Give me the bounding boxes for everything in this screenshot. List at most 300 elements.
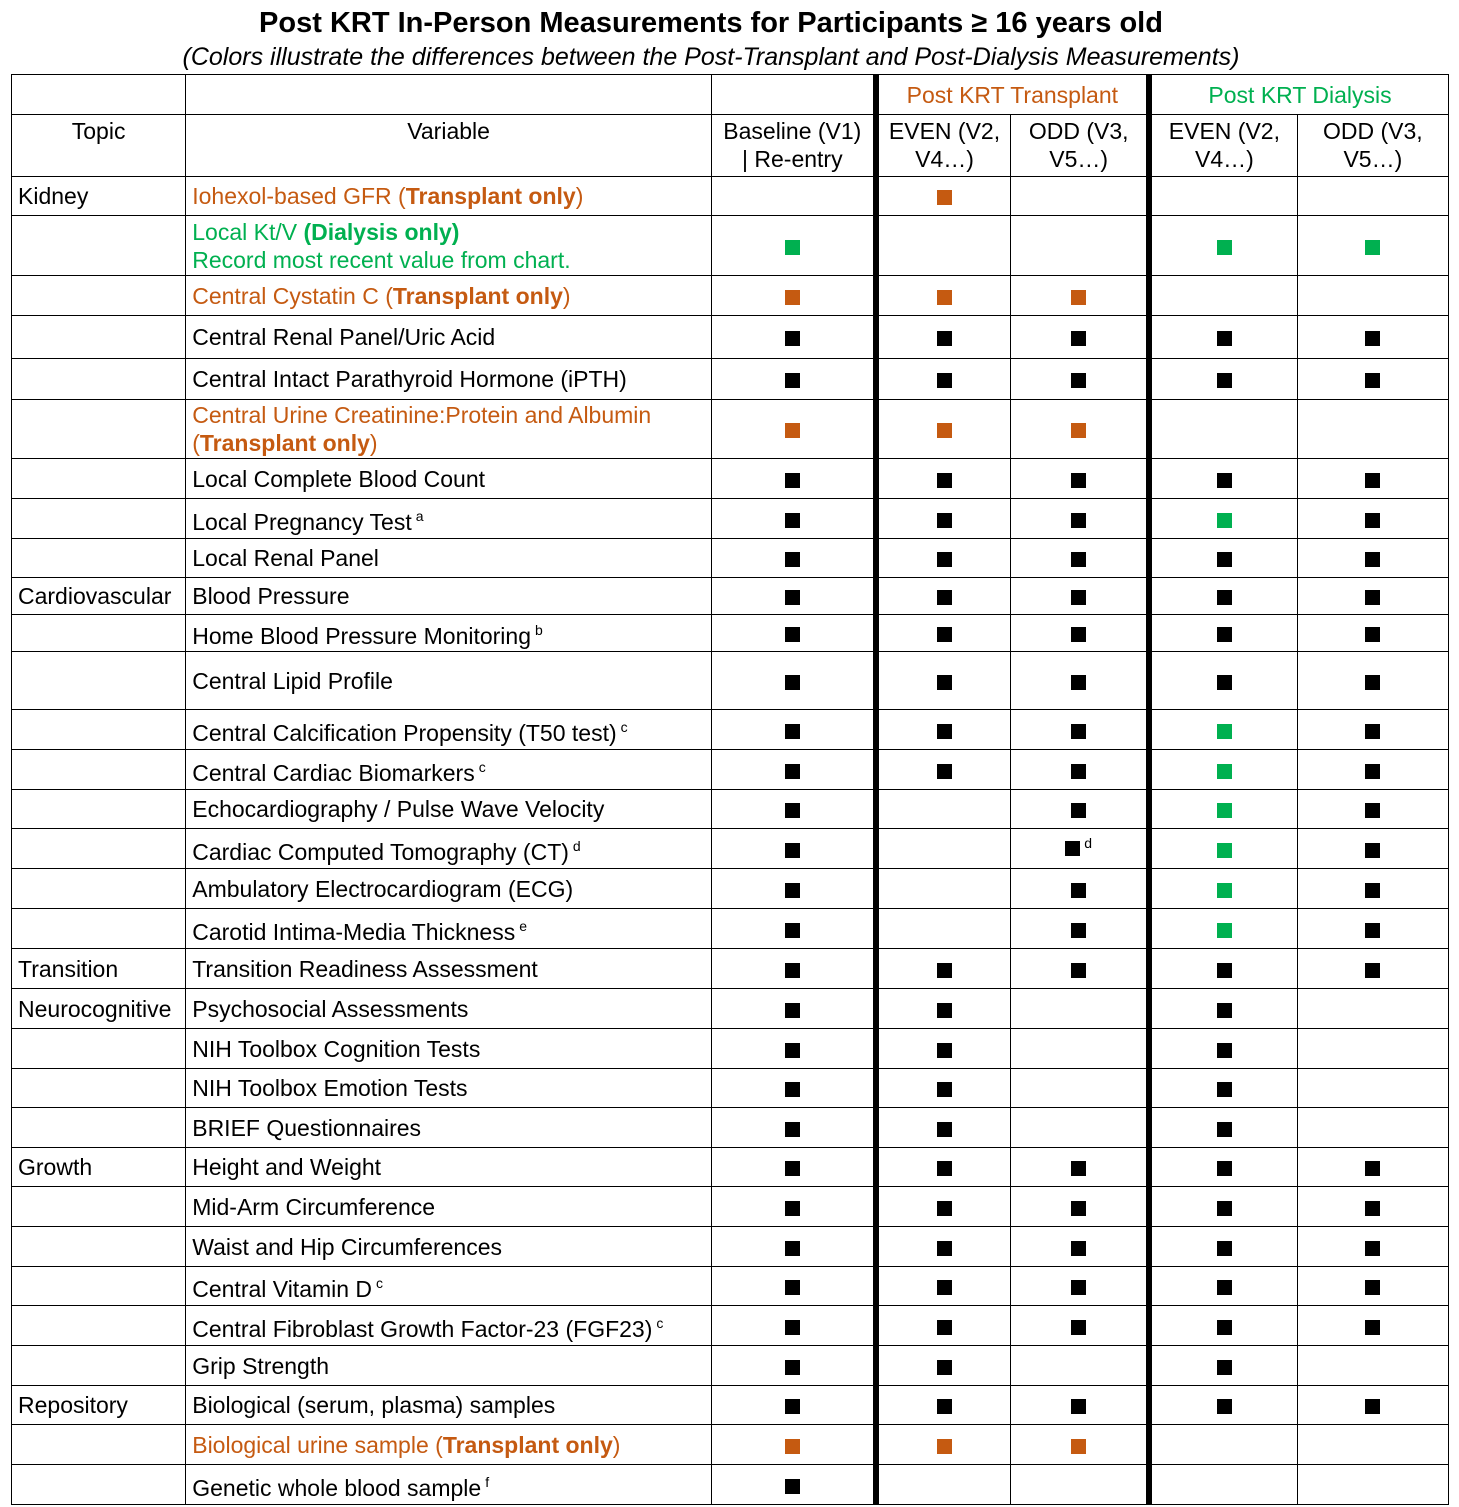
black-square-icon: [1365, 552, 1380, 567]
black-square-icon: [785, 675, 800, 690]
black-square-icon: [1365, 1241, 1380, 1256]
black-square-icon: [1217, 1082, 1232, 1097]
mark-cell-transplant-odd: [1011, 276, 1149, 316]
variable-text: NIH Toolbox Cognition Tests: [192, 1035, 481, 1062]
mark-cell-transplant-odd: [1011, 1346, 1149, 1386]
green-square-icon: [1217, 513, 1232, 528]
mark-cell-dialysis-odd: [1297, 869, 1448, 909]
table-row: [12, 615, 1449, 652]
black-square-icon: [1071, 331, 1086, 346]
mark-cell-dialysis-odd: [1297, 909, 1448, 949]
variable-text: Grip Strength: [192, 1352, 330, 1379]
topic-cell: [12, 1029, 186, 1069]
mark-cell-baseline: [711, 1425, 875, 1465]
black-square-icon: [1365, 1320, 1380, 1335]
table-row: [12, 499, 1449, 539]
mark-cell-baseline: [711, 615, 875, 652]
black-square-icon: [785, 1003, 800, 1018]
black-square-icon: [785, 1241, 800, 1256]
black-square-icon: [1071, 724, 1086, 739]
black-square-icon: [785, 1360, 800, 1375]
mark-cell-dialysis-even: [1149, 909, 1297, 949]
mark-cell-baseline: [711, 710, 875, 750]
group-header-row: [12, 75, 1449, 115]
variable-text: Transplant only: [392, 282, 563, 309]
variable-text: Waist and Hip Circumferences: [192, 1233, 502, 1260]
black-square-icon: [937, 1003, 952, 1018]
black-square-icon: [785, 473, 800, 488]
variable-text: Genetic whole blood sample: [192, 1474, 482, 1501]
variable-text: Central Intact Parathyroid Hormone (iPTH): [192, 366, 627, 392]
black-square-icon: [785, 843, 800, 858]
table-row: [12, 1187, 1449, 1227]
mark-cell-dialysis-even: [1149, 1386, 1297, 1425]
mark-cell-baseline: [711, 1029, 875, 1069]
black-square-icon: [785, 883, 800, 898]
orange-square-icon: [937, 1439, 952, 1454]
mark-cell-dialysis-even: [1149, 1187, 1297, 1227]
mark-cell-baseline: [711, 909, 875, 949]
mark-cell-dialysis-odd: [1297, 359, 1448, 400]
table-row: [12, 1069, 1449, 1108]
variable-cell: [186, 1267, 712, 1306]
variable-cell: [186, 1386, 712, 1425]
black-square-icon: [785, 331, 800, 346]
mark-cell-transplant-even: [876, 316, 1011, 359]
mark-cell-baseline: [711, 949, 875, 989]
black-square-icon: [1071, 590, 1086, 605]
table-row: [12, 652, 1449, 710]
table-row: [12, 359, 1449, 400]
variable-cell: [186, 1108, 712, 1148]
col-header-topic: Topic: [12, 115, 186, 177]
mark-cell-baseline: [711, 1069, 875, 1108]
mark-cell-transplant-odd: [1011, 829, 1149, 869]
mark-cell-dialysis-odd: [1297, 1108, 1448, 1148]
topic-cell: [12, 1069, 186, 1108]
topic-cell: Transition: [12, 949, 186, 989]
variable-text: (: [192, 430, 200, 456]
orange-square-icon: [785, 290, 800, 305]
variable-cell: [186, 400, 712, 459]
black-square-icon: [1365, 883, 1380, 898]
black-square-icon: [1217, 1399, 1232, 1414]
topic-cell: Growth: [12, 1148, 186, 1187]
black-square-icon: [1071, 923, 1086, 938]
mark-cell-dialysis-even: [1149, 400, 1297, 459]
black-square-icon: [1365, 923, 1380, 938]
black-square-icon: [1365, 1399, 1380, 1414]
mark-cell-transplant-even: [876, 750, 1011, 790]
green-square-icon: [1217, 883, 1232, 898]
topic-cell: [12, 652, 186, 710]
variable-cell: [186, 710, 712, 750]
black-square-icon: [1365, 1201, 1380, 1216]
mark-cell-dialysis-even: [1149, 1108, 1297, 1148]
mark-cell-transplant-even: [876, 949, 1011, 989]
variable-cell: [186, 1227, 712, 1267]
mark-cell-dialysis-even: [1149, 1069, 1297, 1108]
variable-cell: [186, 750, 712, 790]
variable-text: Local Renal Panel: [192, 545, 379, 571]
black-square-icon: [937, 373, 952, 388]
mark-cell-dialysis-even: [1149, 829, 1297, 869]
variable-cell: [186, 276, 712, 316]
black-square-icon: [937, 1082, 952, 1097]
footnote-marker: c: [620, 718, 628, 735]
topic-cell: [12, 1227, 186, 1267]
green-square-icon: [785, 240, 800, 255]
mark-cell-transplant-odd: [1011, 1465, 1149, 1505]
mark-cell-baseline: [711, 359, 875, 400]
variable-cell: [186, 359, 712, 400]
variable-text: Central Calcification Propensity (T50 test): [192, 719, 617, 746]
variable-cell: [186, 1187, 712, 1227]
variable-cell: [186, 1346, 712, 1386]
mark-cell-baseline: [711, 1187, 875, 1227]
black-square-icon: [1217, 1280, 1232, 1295]
mark-cell-transplant-even: [876, 710, 1011, 750]
variable-cell: [186, 989, 712, 1029]
black-square-icon: [1065, 841, 1080, 856]
topic-cell: [12, 750, 186, 790]
mark-cell-dialysis-even: [1149, 790, 1297, 829]
mark-cell-dialysis-even: [1149, 177, 1297, 216]
mark-cell-baseline: [711, 1465, 875, 1505]
black-square-icon: [1217, 552, 1232, 567]
black-square-icon: [1217, 373, 1232, 388]
variable-text: Local Kt/V: [192, 218, 304, 245]
black-square-icon: [785, 590, 800, 605]
mark-cell-transplant-odd: [1011, 539, 1149, 578]
variable-text: Mid-Arm Circumference: [192, 1193, 436, 1220]
variable-text: ): [562, 282, 571, 309]
mark-cell-transplant-odd: [1011, 949, 1149, 989]
topic-cell: [12, 1346, 186, 1386]
black-square-icon: [937, 1280, 952, 1295]
table-row: [12, 1346, 1449, 1386]
variable-text: ): [369, 430, 378, 456]
orange-square-icon: [937, 190, 952, 205]
mark-cell-dialysis-odd: [1297, 1029, 1448, 1069]
black-square-icon: [785, 1201, 800, 1216]
black-square-icon: [1365, 724, 1380, 739]
variable-cell: [186, 499, 712, 539]
black-square-icon: [1071, 1161, 1086, 1176]
table-row: [12, 1029, 1449, 1069]
black-square-icon: [1365, 803, 1380, 818]
black-square-icon: [937, 724, 952, 739]
mark-cell-dialysis-odd: [1297, 1148, 1448, 1187]
black-square-icon: [785, 724, 800, 739]
mark-cell-baseline: [711, 750, 875, 790]
mark-cell-dialysis-even: [1149, 652, 1297, 710]
variable-text: Cardiac Computed Tomography (CT): [192, 838, 569, 865]
topic-cell: [12, 710, 186, 750]
topic-cell: [12, 615, 186, 652]
mark-cell-transplant-odd: [1011, 989, 1149, 1029]
mark-cell-baseline: [711, 1108, 875, 1148]
black-square-icon: [1217, 1122, 1232, 1137]
mark-cell-dialysis-odd: [1297, 790, 1448, 829]
mark-cell-transplant-odd: [1011, 652, 1149, 710]
mark-cell-transplant-odd: [1011, 359, 1149, 400]
variable-text: Transition Readiness Assessment: [192, 955, 538, 982]
variable-cell: [186, 869, 712, 909]
black-square-icon: [1217, 331, 1232, 346]
black-square-icon: [1217, 590, 1232, 605]
green-square-icon: [1217, 764, 1232, 779]
mark-cell-transplant-even: [876, 989, 1011, 1029]
mark-cell-transplant-odd: [1011, 615, 1149, 652]
mark-cell-baseline: [711, 1306, 875, 1346]
black-square-icon: [937, 627, 952, 642]
variable-text: Local Pregnancy Test: [192, 508, 412, 535]
black-square-icon: [937, 552, 952, 567]
black-square-icon: [1071, 764, 1086, 779]
mark-cell-transplant-even: [876, 359, 1011, 400]
variable-text: Central Urine Creatinine:Protein and Albumin: [192, 402, 652, 428]
col-header-transplant-even: EVEN (V2, V4…): [876, 115, 1011, 177]
variable-text: Central Vitamin D: [192, 1276, 373, 1302]
mark-cell-transplant-odd: [1011, 1425, 1149, 1465]
mark-cell-transplant-odd: [1011, 909, 1149, 949]
footnote-marker: b: [535, 622, 543, 638]
measurements-table: [11, 74, 1449, 1505]
topic-cell: [12, 1187, 186, 1227]
black-square-icon: [937, 675, 952, 690]
mark-cell-baseline: [711, 400, 875, 459]
green-square-icon: [1217, 923, 1232, 938]
mark-cell-transplant-even: [876, 578, 1011, 615]
mark-cell-baseline: [711, 869, 875, 909]
black-square-icon: [1071, 513, 1086, 528]
topic-cell: [12, 909, 186, 949]
black-square-icon: [937, 473, 952, 488]
mark-cell-dialysis-even: [1149, 1306, 1297, 1346]
variable-text: Psychosocial Assessments: [192, 995, 469, 1022]
black-square-icon: [785, 1043, 800, 1058]
mark-cell-dialysis-even: [1149, 1425, 1297, 1465]
mark-cell-transplant-odd: [1011, 790, 1149, 829]
mark-cell-transplant-even: [876, 1386, 1011, 1425]
table-row: [12, 539, 1449, 578]
mark-cell-dialysis-odd: [1297, 1306, 1448, 1346]
black-square-icon: [785, 1122, 800, 1137]
variable-text: Transplant only: [405, 183, 576, 209]
group-header-blank-variable: [186, 75, 712, 115]
variable-text: Central Cystatin C (: [192, 282, 393, 309]
topic-cell: [12, 869, 186, 909]
mark-cell-baseline: [711, 790, 875, 829]
variable-cell: [186, 1148, 712, 1187]
table-row: [12, 790, 1449, 829]
topic-cell: [12, 1267, 186, 1306]
orange-square-icon: [785, 1439, 800, 1454]
mark-cell-dialysis-odd: [1297, 1425, 1448, 1465]
table-row: [12, 869, 1449, 909]
mark-cell-dialysis-even: [1149, 578, 1297, 615]
topic-cell: [12, 216, 186, 276]
mark-cell-transplant-even: [876, 652, 1011, 710]
mark-cell-baseline: [711, 539, 875, 578]
mark-cell-baseline: [711, 829, 875, 869]
table-row: [12, 1108, 1449, 1148]
variable-cell: [186, 216, 712, 276]
variable-text: Transplant only: [442, 1431, 613, 1458]
mark-cell-transplant-even: [876, 1346, 1011, 1386]
mark-cell-dialysis-even: [1149, 989, 1297, 1029]
topic-cell: [12, 539, 186, 578]
variable-text: ): [575, 183, 584, 209]
orange-square-icon: [1071, 290, 1086, 305]
mark-cell-baseline: [711, 459, 875, 499]
black-square-icon: [1217, 1320, 1232, 1335]
mark-cell-transplant-even: [876, 499, 1011, 539]
black-square-icon: [1365, 764, 1380, 779]
topic-cell: [12, 400, 186, 459]
mark-cell-baseline: [711, 652, 875, 710]
mark-cell-transplant-odd: [1011, 710, 1149, 750]
topic-cell: [12, 276, 186, 316]
variable-cell: [186, 829, 712, 869]
variable-cell: [186, 1425, 712, 1465]
topic-cell: [12, 316, 186, 359]
variable-text: Biological (serum, plasma) samples: [192, 1392, 556, 1418]
black-square-icon: [937, 590, 952, 605]
footnote-marker: e: [519, 917, 528, 934]
variable-cell: [186, 1306, 712, 1346]
variable-text: NIH Toolbox Emotion Tests: [192, 1075, 468, 1101]
mark-cell-dialysis-even: [1149, 539, 1297, 578]
green-square-icon: [1365, 240, 1380, 255]
mark-cell-transplant-even: [876, 1425, 1011, 1465]
variable-text: Biological urine sample (: [192, 1431, 443, 1458]
black-square-icon: [1217, 1241, 1232, 1256]
black-square-icon: [1365, 590, 1380, 605]
black-square-icon: [1217, 675, 1232, 690]
mark-cell-dialysis-odd: [1297, 829, 1448, 869]
variable-text: Carotid Intima-Media Thickness: [192, 918, 516, 945]
mark-cell-dialysis-even: [1149, 1227, 1297, 1267]
table-row: [12, 177, 1449, 216]
black-square-icon: [785, 1082, 800, 1097]
mark-cell-dialysis-even: [1149, 359, 1297, 400]
table-row: [12, 829, 1449, 869]
mark-cell-transplant-even: [876, 829, 1011, 869]
orange-square-icon: [937, 290, 952, 305]
black-square-icon: [1217, 1201, 1232, 1216]
mark-cell-transplant-odd: [1011, 1227, 1149, 1267]
black-square-icon: [937, 963, 952, 978]
mark-cell-transplant-even: [876, 1148, 1011, 1187]
topic-cell: Cardiovascular: [12, 578, 186, 615]
black-square-icon: [1071, 1320, 1086, 1335]
mark-cell-transplant-even: [876, 869, 1011, 909]
black-square-icon: [1365, 843, 1380, 858]
black-square-icon: [785, 513, 800, 528]
mark-cell-transplant-odd: [1011, 316, 1149, 359]
footnote-marker: c: [478, 758, 486, 775]
topic-cell: Neurocognitive: [12, 989, 186, 1029]
mark-cell-dialysis-odd: [1297, 499, 1448, 539]
mark-cell-transplant-odd: [1011, 750, 1149, 790]
variable-text: (Dialysis only): [303, 218, 460, 245]
mark-cell-baseline: [711, 1148, 875, 1187]
mark-cell-dialysis-even: [1149, 216, 1297, 276]
black-square-icon: [1217, 1360, 1232, 1375]
mark-cell-dialysis-odd: [1297, 1386, 1448, 1425]
mark-cell-dialysis-odd: [1297, 400, 1448, 459]
mark-cell-dialysis-odd: [1297, 459, 1448, 499]
mark-cell-dialysis-odd: [1297, 989, 1448, 1029]
black-square-icon: [1365, 963, 1380, 978]
black-square-icon: [1071, 552, 1086, 567]
mark-cell-transplant-even: [876, 276, 1011, 316]
table-row: [12, 1227, 1449, 1267]
variable-text: Blood Pressure: [192, 583, 350, 609]
mark-cell-baseline: [711, 1346, 875, 1386]
footnote-marker: c: [376, 1275, 384, 1291]
black-square-icon: [937, 1399, 952, 1414]
mark-cell-baseline: [711, 1386, 875, 1425]
mark-cell-transplant-even: [876, 216, 1011, 276]
variable-text: Central Fibroblast Growth Factor-23 (FGF23): [192, 1315, 653, 1342]
green-square-icon: [1217, 240, 1232, 255]
topic-cell: [12, 1306, 186, 1346]
topic-cell: [12, 499, 186, 539]
black-square-icon: [937, 764, 952, 779]
mark-cell-baseline: [711, 316, 875, 359]
black-square-icon: [1365, 1161, 1380, 1176]
variable-text: ): [612, 1431, 621, 1458]
black-square-icon: [1217, 1003, 1232, 1018]
mark-cell-transplant-odd: [1011, 459, 1149, 499]
mark-cell-transplant-odd: [1011, 1029, 1149, 1069]
mark-cell-dialysis-even: [1149, 710, 1297, 750]
mark-cell-baseline: [711, 1267, 875, 1306]
topic-cell: [12, 1108, 186, 1148]
black-square-icon: [785, 1320, 800, 1335]
group-transplant-header: Post KRT Transplant: [876, 75, 1149, 115]
variable-text: Home Blood Pressure Monitoring: [192, 623, 532, 649]
mark-cell-baseline: [711, 989, 875, 1029]
variable-cell: [186, 177, 712, 216]
variable-text: Local Complete Blood Count: [192, 465, 486, 492]
table-row: [12, 1267, 1449, 1306]
black-square-icon: [1217, 963, 1232, 978]
black-square-icon: [1071, 1399, 1086, 1414]
variable-cell: [186, 652, 712, 710]
green-square-icon: [1217, 724, 1232, 739]
variable-cell: [186, 790, 712, 829]
table-row: [12, 1306, 1449, 1346]
black-square-icon: [785, 764, 800, 779]
black-square-icon: [937, 331, 952, 346]
table-row: [12, 989, 1449, 1029]
mark-cell-dialysis-odd: [1297, 1465, 1448, 1505]
variable-text: Central Cardiac Biomarkers: [192, 759, 475, 786]
black-square-icon: [785, 1280, 800, 1295]
black-square-icon: [937, 1201, 952, 1216]
topic-cell: [12, 459, 186, 499]
mark-cell-transplant-even: [876, 790, 1011, 829]
mark-cell-dialysis-even: [1149, 316, 1297, 359]
black-square-icon: [1071, 1241, 1086, 1256]
mark-cell-transplant-odd: [1011, 578, 1149, 615]
topic-cell: Repository: [12, 1386, 186, 1425]
mark-cell-baseline: [711, 177, 875, 216]
